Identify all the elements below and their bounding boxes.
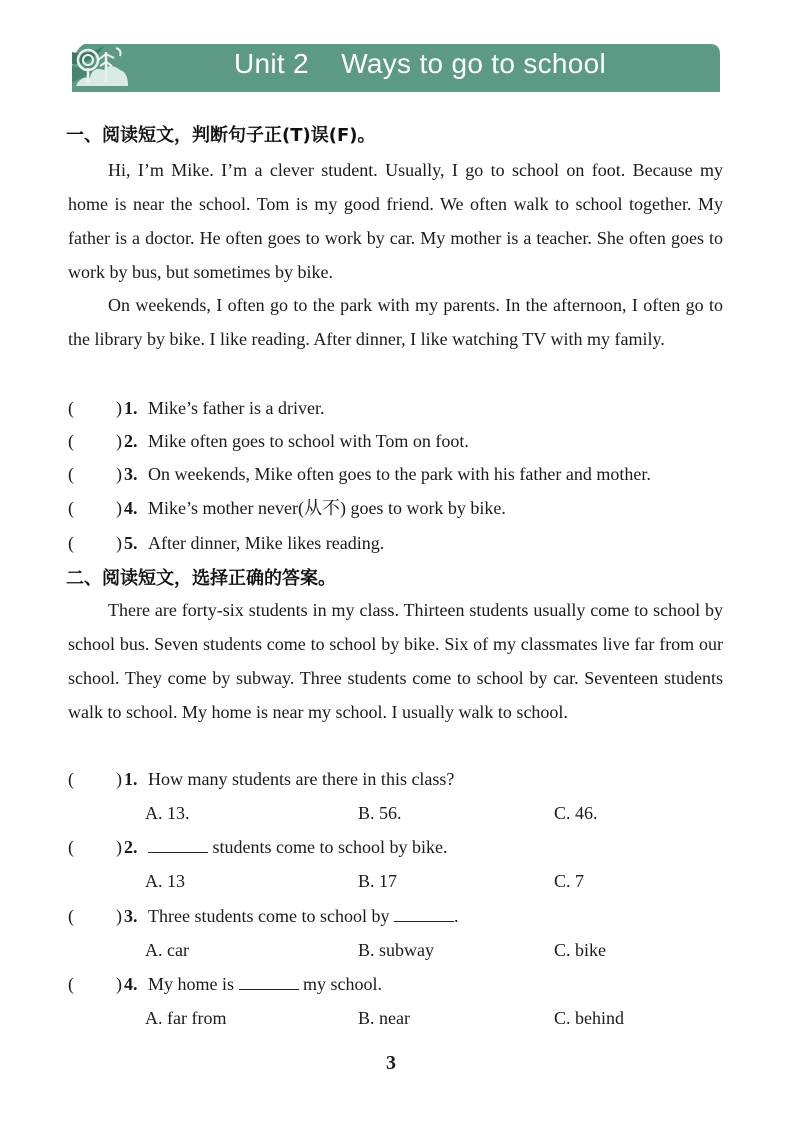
- section1-paragraph2: On weekends, I often go to the park with my parents. In the afternoon, I often go to the library by bike. I like reading. After dinner, I like watching TV with my family.: [68, 295, 723, 349]
- q1-option-a: A. 13.: [145, 803, 190, 823]
- page-number: 3: [386, 1052, 396, 1074]
- q3-option-a: A. car: [145, 940, 189, 960]
- q4-option-b: B. near: [358, 1008, 410, 1028]
- q3-option-c: C. bike: [554, 940, 606, 960]
- answer-blank: [148, 834, 208, 853]
- section1-heading: 一、阅读短文，判断句子正(T)误(F)。: [66, 125, 376, 146]
- q2-option-c: C. 7: [554, 871, 585, 891]
- section2-heading: 二、阅读短文，选择正确的答案。: [66, 568, 336, 589]
- answer-blank: [394, 903, 454, 922]
- section2-paragraph: There are forty-six students in my class. Thirteen students usually come to school by school bus. Seven students come to school by bike. Six of my classmates live far from our school. They come by subway. Three students come to school by car. Seventeen students walk to school. My home is near my school. I usually walk to school.: [68, 600, 723, 722]
- section1-paragraph1: Hi, I’m Mike. I’m a clever student. Usually, I go to school on foot. Because my home is near the school. Tom is my good friend. We often walk to school together. My father is a doctor. He often goes to work by car. My mother is a teacher. She often goes to work by bus, but sometimes by bike.: [68, 160, 723, 282]
- q4-option-c: C. behind: [554, 1008, 624, 1028]
- q3-option-b: B. subway: [358, 940, 434, 960]
- unit-title: Unit 2 Ways to go to school: [233, 48, 607, 79]
- q2-option-a: A. 13: [145, 871, 185, 891]
- answer-blank: [239, 971, 299, 990]
- unit-title-banner: [70, 42, 722, 94]
- q4-option-a: A. far from: [145, 1008, 227, 1028]
- q1-option-b: B. 56.: [358, 803, 402, 823]
- q2-option-b: B. 17: [358, 871, 398, 891]
- q1-option-c: C. 46.: [554, 803, 598, 823]
- tree-decoration-icon: [70, 42, 130, 86]
